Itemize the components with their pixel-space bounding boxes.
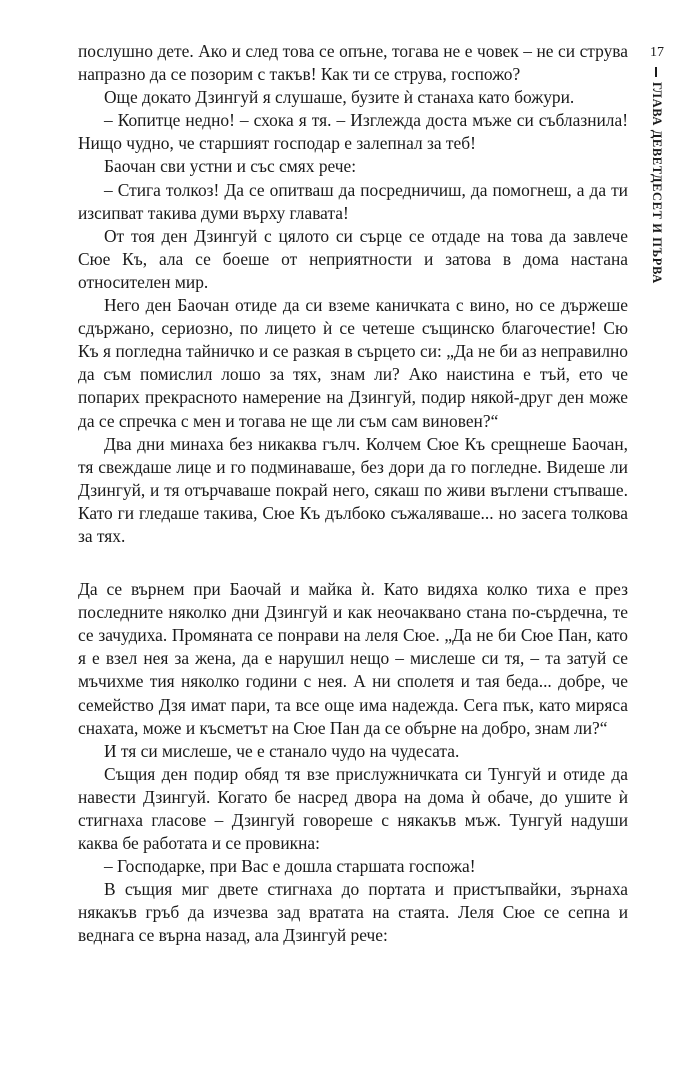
- paragraph: От тоя ден Дзингуй с цялото си сърце се отдаде на това да завлече Сюе Къ, ала се боеше от неприятности и затова в дома настана относителен мир.: [78, 225, 628, 292]
- paragraph: – Господарке, при Вас е дошла старшата госпожа!: [104, 856, 476, 877]
- paragraph: Същия ден подир обяд тя взе прислужничката си Тунгуй и отиде да навести Дзингуй. Когато бе насред двора на дома ѝ обаче, до ушите ѝ стигнаха гласове – Дзингуй говореше с някакъв мъж. Тунгуй надуши каква бе работата и се провикна:: [78, 763, 628, 854]
- paragraph: Още докато Дзингуй я слушаше, бузите ѝ станаха като божури.: [104, 87, 575, 108]
- paragraph: В същия миг двете стигнаха до портата и пристъпвайки, зърнаха някакъв гръб да изчезва зад вратата на стаята. Леля Сюе се сепна и веднага се върна назад, ала Дзингуй рече:: [78, 879, 628, 946]
- paragraph: И тя си мислеше, че е станало чудо на чудесата.: [104, 740, 460, 761]
- page-number: 17: [650, 45, 664, 60]
- paragraph: Да се върнем при Баочай и майка ѝ. Като видяха колко тиха е през последните няколко дни Дзингуй и как неочаквано стана по-сърдечна, те се зачудиха. Промяната се понрави на леля Сюе. „Да не би Сюе Пан, като я е взел нея за жена, да е нарушил нещо – мислеше си тя, – та затуй се мъчихме тия няколко години с нея. А ни сполетя и тая беда... добре, че семейство Дзя имат пари, та все още има надежда. Сега пък, като миряса снахата, може и късметът на Сюе Пан да се обърне на добро, знам ли?“: [78, 579, 628, 738]
- paragraph: – Стига толкоз! Да се опитваш да посредничиш, да помогнеш, а да ти изсипват такива думи върху главата!: [78, 179, 628, 223]
- paragraph: послушно дете. Ако и след това се опъне, тогава не е човек – не си струва напразно да се позорим с такъв! Как ти се струва, госпожо?: [78, 41, 628, 85]
- header-rule: [655, 67, 657, 77]
- paragraph: Баочан сви устни и със смях рече:: [104, 156, 357, 177]
- paragraph: Два дни минаха без никаква гълч. Колчем Сюе Къ срещнеше Баочан, тя свеждаше лице и го подминаваше, без дори да го погледне. Видеше ли Дзингуй, и тя отърчаваше покрай него, сякаш по живи въглени стъпваше. Като ги гледаше такива, Сюе Къ дълбоко съжаляваше... но засега толкова за тях.: [78, 433, 628, 546]
- body-text: [78, 40, 628, 948]
- running-head: ГЛАВА ДЕВЕТДЕСЕТ И ПЪРВА: [650, 82, 664, 284]
- paragraph: Него ден Баочан отиде да си вземе каничката с вино, но се държеше сдържано, сериозно, по лицето ѝ се четеше същинско благочестие! Сю Къ я погледна тайничко и се разкая в сърцето си: „Да не би аз неправилно да съм помислил лошо за тях, знам ли? Ако наистина е тъй, ето че попарих прекрасното намерение на Дзингуй, подир някой-друг ден може да се спречка с мен и тогава не ще ли съм сам виновен?“: [78, 295, 628, 431]
- paragraph: – Копитце недно! – схока я тя. – Изглежда доста мъже си съблазнила! Нищо чудно, че старшият господар е залепнал за теб!: [78, 110, 628, 154]
